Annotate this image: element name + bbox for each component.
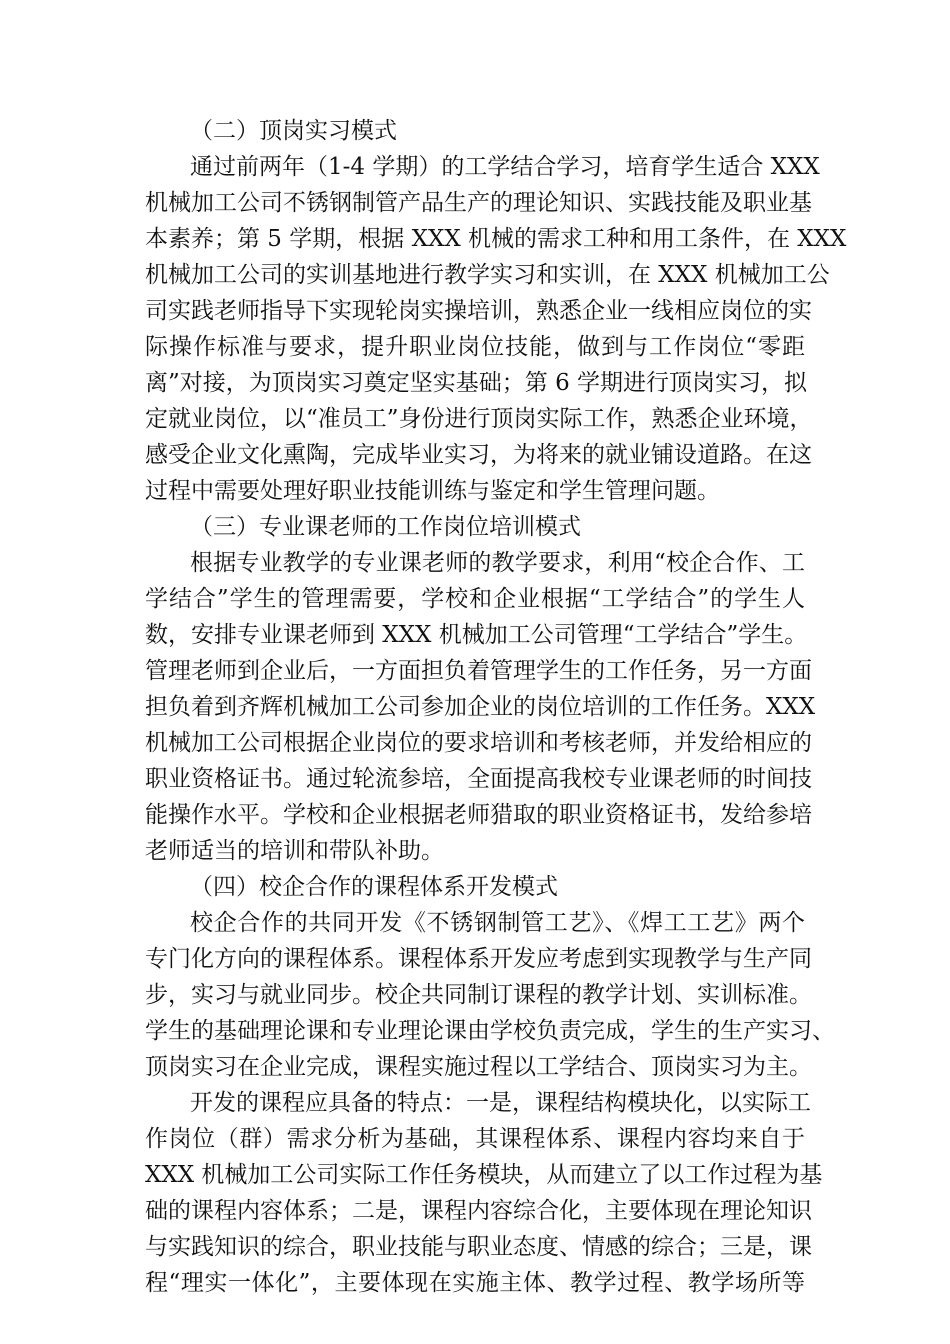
text-line: 能操作水平。学校和企业根据老师猎取的职业资格证书，发给参培 (145, 802, 812, 828)
text-line: 管理老师到企业后，一方面担负着管理学生的工作任务，另一方面 (145, 658, 812, 684)
section-heading: （二）顶岗实习模式 (190, 118, 397, 144)
text-line: 机械加工公司的实训基地进行教学实习和实训，在 XXX 机械加工公 (145, 262, 830, 288)
document-body (145, 113, 847, 1301)
text-line: 数，安排专业课老师到 XXX 机械加工公司管理“工学结合”学生。 (145, 622, 808, 648)
text-line: 专门化方向的课程体系。课程体系开发应考虑到实现教学与生产同 (145, 946, 812, 972)
text-line: XXX 机械加工公司实际工作任务模块，从而建立了以工作过程为基 (145, 1162, 823, 1188)
text-line: 际操作标准与要求，提升职业岗位技能，做到与工作岗位“零距 (145, 334, 805, 360)
text-line: 过程中需要处理好职业技能训练与鉴定和学生管理问题。 (145, 478, 720, 504)
text-line: 本素养；第 5 学期，根据 XXX 机械的需求工种和用工条件，在 XXX (145, 226, 847, 252)
text-line: 定就业岗位，以“准员工”身份进行顶岗实际工作，熟悉企业环境， (145, 406, 813, 432)
paragraph (145, 1085, 823, 1301)
paragraph (145, 905, 835, 1085)
text-line: 程“理实一体化”，主要体现在实施主体、教学过程、教学场所等 (145, 1270, 805, 1296)
text-line: 学结合”学生的管理需要，学校和企业根据“工学结合”的学生人 (145, 586, 805, 612)
section-heading: （三）专业课老师的工作岗位培训模式 (190, 514, 581, 540)
text-line: 离”对接，为顶岗实习奠定坚实基础；第 6 学期进行顶岗实习，拟 (145, 370, 808, 396)
text-line: 础的课程内容体系；二是，课程内容综合化，主要体现在理论知识 (145, 1198, 812, 1224)
text-line: 步，实习与就业同步。校企共同制订课程的教学计划、实训标准。 (145, 982, 812, 1008)
paragraph (145, 149, 847, 509)
text-line: 职业资格证书。通过轮流参培，全面提高我校专业课老师的时间技 (145, 766, 812, 792)
section-heading: （四）校企合作的课程体系开发模式 (190, 874, 558, 900)
text-line: 学生的基础理论课和专业理论课由学校负责完成，学生的生产实习、 (145, 1018, 835, 1044)
text-line: 作岗位（群）需求分析为基础，其课程体系、课程内容均来自于 (145, 1126, 805, 1152)
text-line: 通过前两年（1-4 学期）的工学结合学习，培育学生适合 XXX (190, 154, 820, 180)
text-line: 根据专业教学的专业课老师的教学要求，利用“校企合作、工 (190, 550, 805, 576)
text-line: 担负着到齐辉机械加工公司参加企业的岗位培训的工作任务。XXX (145, 694, 816, 720)
text-line: 开发的课程应具备的特点：一是，课程结构模块化，以实际工 (190, 1090, 811, 1116)
text-line: 老师适当的培训和带队补助。 (145, 838, 444, 864)
text-line: 校企合作的共同开发《不锈钢制管工艺》、《焊工工艺》两个 (190, 910, 805, 936)
text-line: 感受企业文化熏陶，完成毕业实习，为将来的就业铺设道路。在这 (145, 442, 812, 468)
text-line: 顶岗实习在企业完成，课程实施过程以工学结合、顶岗实习为主。 (145, 1054, 812, 1080)
paragraph (145, 545, 816, 869)
text-line: 与实践知识的综合，职业技能与职业态度、情感的综合；三是，课 (145, 1234, 812, 1260)
text-line: 机械加工公司不锈钢制管产品生产的理论知识、实践技能及职业基 (145, 190, 812, 216)
text-line: 机械加工公司根据企业岗位的要求培训和考核老师，并发给相应的 (145, 730, 812, 756)
text-line: 司实践老师指导下实现轮岗实操培训，熟悉企业一线相应岗位的实 (145, 298, 812, 324)
